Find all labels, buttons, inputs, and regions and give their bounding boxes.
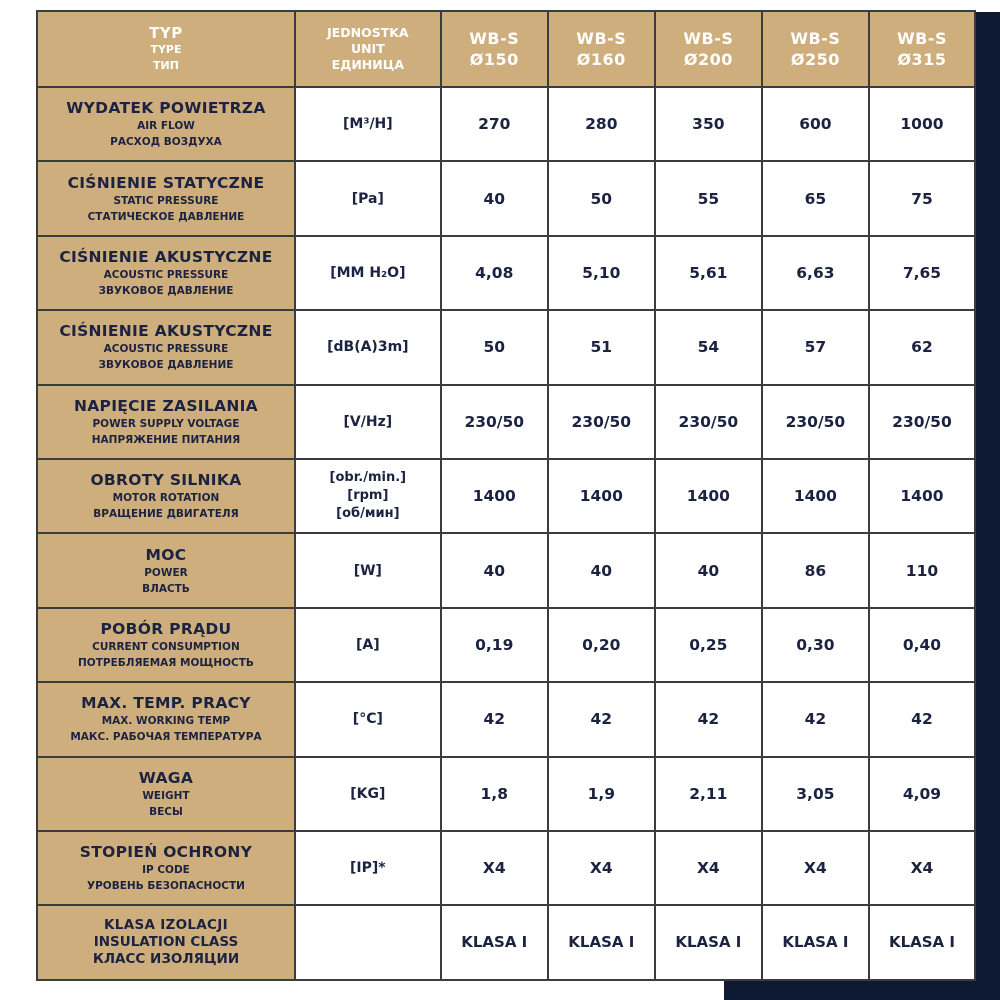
parameter-name-en: AIR FLOW [137, 120, 195, 133]
parameter-name-ru: ЗВУКОВОЕ ДАВЛЕНИЕ [98, 284, 234, 297]
parameter-name-en: CURRENT CONSUMPTION [92, 640, 240, 653]
parameter-name-ru: ЗВУКОВОЕ ДАВЛЕНИЕ [98, 359, 234, 372]
header-model-name: WB-S [576, 29, 627, 48]
parameter-name-en: IP CODE [142, 864, 190, 877]
header-unit-ru: ЕДИНИЦА [331, 57, 404, 72]
parameter-name-pl: WAGA [138, 768, 194, 787]
table-row [37, 533, 975, 607]
header-model-size: Ø200 [683, 50, 733, 69]
parameter-name-pl: POBÓR PRĄDU [100, 619, 232, 638]
parameter-label-cell [37, 757, 295, 831]
value-cell: 0,30 [762, 608, 869, 682]
parameter-name-pl: KLASA IZOLACJI [104, 916, 228, 933]
value-cell: 57 [762, 310, 869, 384]
unit-cell [295, 87, 441, 161]
parameter-name-en: POWER [144, 566, 188, 579]
header-model-size: Ø250 [790, 50, 840, 69]
unit-cell [295, 161, 441, 235]
unit-text: [dB(A)3m] [327, 339, 409, 356]
value-cell: KLASA I [548, 905, 655, 979]
value-cell: 0,40 [869, 608, 975, 682]
value-cell: 1400 [869, 459, 975, 533]
unit-cell [295, 533, 441, 607]
header-model-size: Ø315 [897, 50, 947, 69]
value-cell: 4,08 [441, 236, 548, 310]
value-cell: 230/50 [548, 385, 655, 459]
unit-line: [obr./min.] [329, 470, 407, 486]
parameter-name-ru: РАСХОД ВОЗДУХА [110, 136, 222, 149]
unit-text: [KG] [350, 785, 386, 802]
header-unit-cell [295, 11, 441, 87]
header-unit-en: UNIT [350, 41, 385, 56]
header-model-cell [548, 11, 655, 87]
header-model-name: WB-S [469, 29, 520, 48]
table-row [37, 310, 975, 384]
value-cell: 5,61 [655, 236, 762, 310]
table-row [37, 385, 975, 459]
parameter-name-en: MAX. WORKING TEMP [101, 715, 231, 728]
value-cell: 1400 [655, 459, 762, 533]
parameter-name-ru: ВЛАСТЬ [142, 582, 190, 595]
parameter-label-cell [37, 236, 295, 310]
parameter-name-en: POWER SUPPLY VOLTAGE [92, 417, 240, 430]
table-row [37, 459, 975, 533]
unit-cell [295, 757, 441, 831]
parameter-name-ru: НАПРЯЖЕНИЕ ПИТАНИЯ [91, 433, 241, 446]
table-row [37, 87, 975, 161]
value-cell: 65 [762, 161, 869, 235]
value-cell: 51 [548, 310, 655, 384]
table-row [37, 831, 975, 905]
value-cell: X4 [869, 831, 975, 905]
value-cell: 40 [655, 533, 762, 607]
header-model-cell [762, 11, 869, 87]
parameter-name-ru: УРОВЕНЬ БЕЗОПАСНОСТИ [87, 880, 245, 893]
value-cell: 86 [762, 533, 869, 607]
parameter-name-en: STATIC PRESSURE [113, 194, 219, 207]
value-cell: KLASA I [655, 905, 762, 979]
parameter-name-ru: ПОТРЕБЛЯЕМАЯ МОЩНОСТЬ [78, 656, 254, 669]
header-type-cell [37, 11, 295, 87]
value-cell: 75 [869, 161, 975, 235]
value-cell: 62 [869, 310, 975, 384]
header-model-name: WB-S [790, 29, 841, 48]
parameter-name-pl: CIŚNIENIE AKUSTYCZNE [59, 322, 273, 341]
value-cell: 1400 [548, 459, 655, 533]
parameter-name-en: ACOUSTIC PRESSURE [103, 343, 229, 356]
value-cell: 42 [869, 682, 975, 756]
value-cell: 0,20 [548, 608, 655, 682]
value-cell: KLASA I [441, 905, 548, 979]
value-cell: X4 [655, 831, 762, 905]
unit-text: [A] [356, 636, 380, 653]
header-model-cell [655, 11, 762, 87]
value-cell: 42 [655, 682, 762, 756]
table-row [37, 236, 975, 310]
value-cell: 40 [441, 533, 548, 607]
value-cell: KLASA I [869, 905, 975, 979]
header-model-cell [869, 11, 975, 87]
value-cell: 50 [441, 310, 548, 384]
parameter-name-en: INSULATION CLASS [93, 933, 239, 950]
table-row [37, 757, 975, 831]
parameter-name-en: ACOUSTIC PRESSURE [103, 268, 229, 281]
header-unit-pl: JEDNOSTKA [327, 25, 409, 40]
header-type-pl: TYP [149, 23, 183, 42]
value-cell: 600 [762, 87, 869, 161]
unit-cell [295, 682, 441, 756]
unit-text: [MM H₂O] [330, 264, 406, 281]
header-model-name: WB-S [683, 29, 734, 48]
value-cell: 230/50 [655, 385, 762, 459]
parameter-label-cell [37, 533, 295, 607]
parameter-name-pl: CIŚNIENIE STATYCZNE [67, 173, 265, 192]
unit-text: [°C] [352, 711, 383, 728]
value-cell: 1000 [869, 87, 975, 161]
unit-line: [rpm] [347, 488, 389, 504]
parameter-name-ru: ВРАЩЕНИЕ ДВИГАТЕЛЯ [93, 508, 239, 521]
unit-text: [W] [353, 562, 382, 579]
unit-cell [295, 459, 441, 533]
value-cell: 0,25 [655, 608, 762, 682]
value-cell: 230/50 [441, 385, 548, 459]
table-row [37, 905, 975, 979]
parameter-label-cell [37, 459, 295, 533]
value-cell: 230/50 [762, 385, 869, 459]
value-cell: 0,19 [441, 608, 548, 682]
parameter-label-cell [37, 161, 295, 235]
unit-text: [IP]* [350, 860, 386, 877]
parameter-label-cell [37, 608, 295, 682]
parameter-name-ru: СТАТИЧЕСКОЕ ДАВЛЕНИЕ [87, 210, 245, 223]
value-cell: 230/50 [869, 385, 975, 459]
value-cell: 4,09 [869, 757, 975, 831]
unit-text: [Pa] [351, 190, 384, 207]
value-cell: 270 [441, 87, 548, 161]
unit-text: [V/Hz] [343, 413, 393, 430]
parameter-label-cell [37, 87, 295, 161]
value-cell: 54 [655, 310, 762, 384]
parameter-name-ru: КЛАСС ИЗОЛЯЦИИ [92, 950, 240, 967]
parameter-label-cell [37, 310, 295, 384]
parameter-name-pl: OBROTY SILNIKA [90, 471, 242, 490]
header-type-ru: ТИП [153, 58, 179, 72]
unit-cell [295, 236, 441, 310]
value-cell: 280 [548, 87, 655, 161]
parameter-label-cell [37, 831, 295, 905]
parameter-name-pl: CIŚNIENIE AKUSTYCZNE [59, 247, 273, 266]
value-cell: X4 [441, 831, 548, 905]
parameter-name-pl: MOC [145, 545, 187, 564]
unit-cell [295, 905, 441, 979]
header-model-name: WB-S [896, 29, 947, 48]
header-row [37, 11, 975, 87]
parameter-label-cell [37, 682, 295, 756]
unit-cell [295, 310, 441, 384]
value-cell: 42 [441, 682, 548, 756]
parameter-name-ru: ВЕСЫ [149, 805, 183, 818]
value-cell: 3,05 [762, 757, 869, 831]
parameter-name-pl: NAPIĘCIE ZASILANIA [73, 396, 258, 415]
parameter-name-en: WEIGHT [142, 789, 190, 802]
value-cell: 5,10 [548, 236, 655, 310]
value-cell: 1,8 [441, 757, 548, 831]
value-cell: 2,11 [655, 757, 762, 831]
value-cell: 110 [869, 533, 975, 607]
value-cell: 42 [762, 682, 869, 756]
parameter-name-pl: STOPIEŃ OCHRONY [79, 843, 253, 862]
value-cell: KLASA I [762, 905, 869, 979]
value-cell: 1400 [762, 459, 869, 533]
parameter-label-cell [37, 905, 295, 979]
value-cell: X4 [762, 831, 869, 905]
value-cell: 55 [655, 161, 762, 235]
value-cell: 350 [655, 87, 762, 161]
header-model-size: Ø160 [576, 50, 626, 69]
parameter-name-en: MOTOR ROTATION [112, 492, 220, 505]
header-model-cell [441, 11, 548, 87]
value-cell: 7,65 [869, 236, 975, 310]
parameter-name-ru: МАКС. РАБОЧАЯ ТЕМПЕРАТУРА [70, 731, 262, 744]
value-cell: 6,63 [762, 236, 869, 310]
value-cell: X4 [548, 831, 655, 905]
unit-cell [295, 608, 441, 682]
value-cell: 40 [441, 161, 548, 235]
header-type-en: TYPE [150, 42, 182, 56]
parameter-name-pl: MAX. TEMP. PRACY [81, 694, 251, 713]
value-cell: 40 [548, 533, 655, 607]
parameter-name-pl: WYDATEK POWIETRZA [66, 99, 266, 118]
table-row [37, 608, 975, 682]
specification-table [36, 10, 976, 981]
table-row [37, 161, 975, 235]
table-row [37, 682, 975, 756]
header-model-size: Ø150 [469, 50, 519, 69]
unit-cell [295, 385, 441, 459]
value-cell: 1400 [441, 459, 548, 533]
unit-line: [об/мин] [336, 506, 400, 522]
unit-cell [295, 831, 441, 905]
parameter-label-cell [37, 385, 295, 459]
value-cell: 1,9 [548, 757, 655, 831]
value-cell: 50 [548, 161, 655, 235]
unit-text: [M³/H] [342, 116, 393, 133]
value-cell: 42 [548, 682, 655, 756]
